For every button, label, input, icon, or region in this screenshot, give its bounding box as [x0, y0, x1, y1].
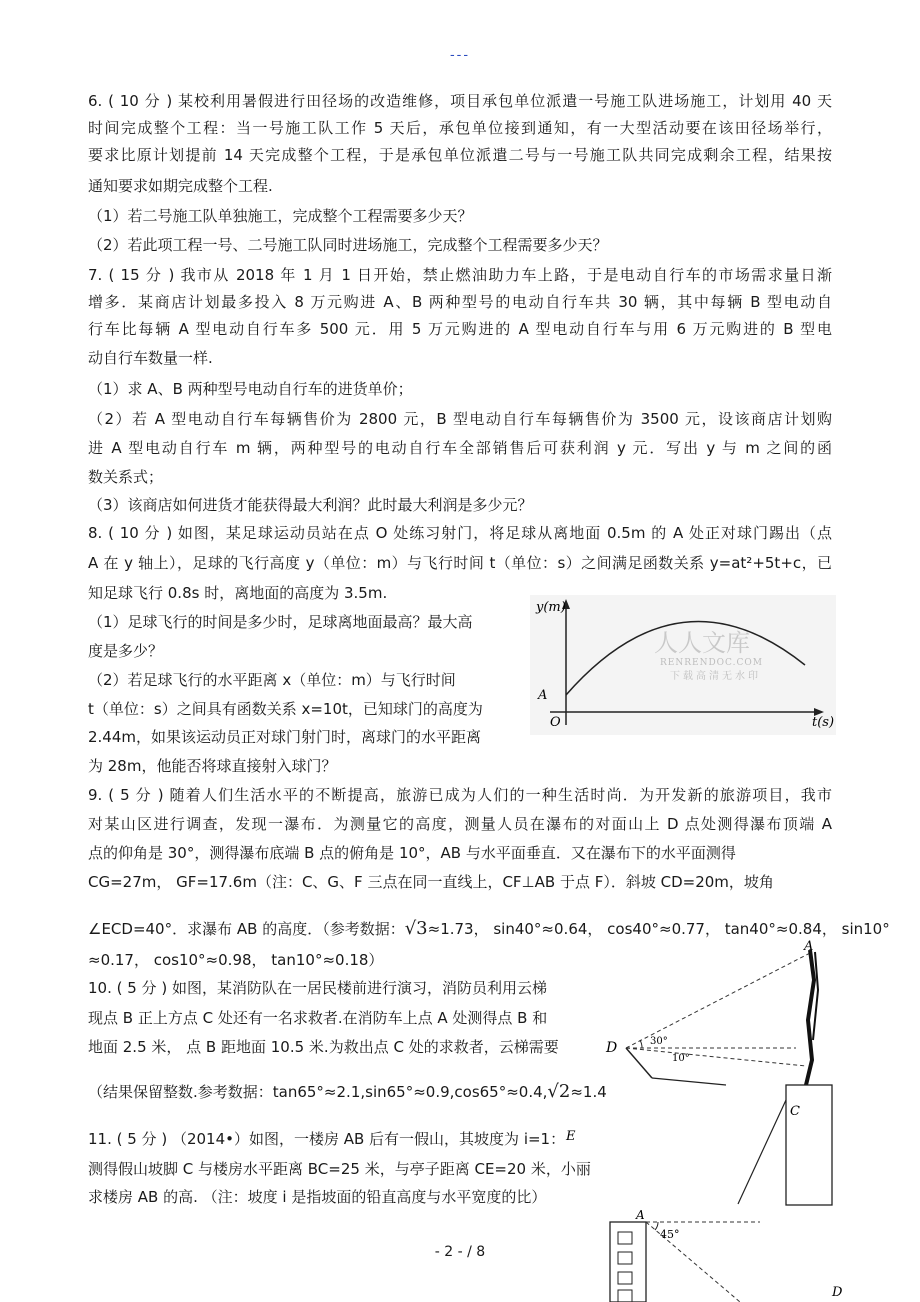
q11-figure [560, 1120, 860, 1302]
q9-line-3: 点的仰角是 30°，测得瀑布底端 B 点的俯角是 10°，AB 与水平面垂直．又在瀑布下的水平面测得 [88, 844, 736, 862]
q9-angle-10-label: 10° [672, 1053, 690, 1064]
sqrt2-symbol: √2 [547, 1081, 571, 1102]
q6-line-4: 通知要求如期完成整个工程. [88, 177, 273, 195]
q7-subquestion-2b: 进 A 型电动自行车 m 辆，两种型号的电动自行车全部销售后可获利润 y 元．写出 y 与 m 之间的函 [88, 439, 832, 457]
q8-point-a-label: A [538, 688, 548, 703]
q10-line-1: 10. ( 5 分 ) 如图，某消防队在一居民楼前进行演习，消防员利用云梯 [88, 979, 547, 997]
q8-x-axis-label: t(s) [812, 715, 835, 730]
page-number: - 2 - / 8 [434, 1244, 486, 1260]
q6-subquestion-1: （1）若二号施工队单独施工，完成整个工程需要多少天？ [88, 207, 473, 225]
q8-origin-label: O [550, 715, 561, 730]
header-mark: --- [449, 48, 471, 63]
q10-line-4 [88, 1078, 607, 1106]
q8-subquestion-1b: 度是多少？ [88, 642, 164, 660]
q9-figure [596, 940, 836, 1090]
q9-point-a-label: A [804, 939, 814, 954]
q8-subquestion-2d: 为 28m，他能否将球直接射入球门？ [88, 757, 337, 775]
q10-line-4a: （结果保留整数.参考数据：tan65°≈2.1,sin65°≈0.9,cos65°≈0.4, [88, 1083, 548, 1101]
q11-angle-45-label: 45° [660, 1228, 680, 1241]
q9-line-5 [88, 915, 890, 943]
watermark-site: RENRENDOC.COM [660, 658, 763, 668]
q7-subquestion-2a: （2）若 A 型电动自行车每辆售价为 2800 元，B 型电动自行车每辆售价为 3500 元，设该商店计划购 [88, 410, 832, 428]
q8-subquestion-2b: t（单位：s）之间具有函数关系 x=10t，已知球门的高度为 [88, 700, 483, 718]
q9-line-5a: ∠ECD=40°．求瀑布 AB 的高度．（参考数据： [88, 920, 405, 938]
q6-line-3: 要求比原计划提前 14 天完成整个工程，于是承包单位派遣二号与一号施工队共同完成剩余工程，结果按 [88, 146, 832, 164]
q6-line-2: 时间完成整个工程：当一号施工队工作 5 天后，承包单位接到通知，有一大型活动要在该田径场举行， [88, 119, 832, 137]
q10-line-3: 地面 2.5 米， 点 B 距地面 10.5 米.为救出点 C 处的求救者，云梯需要 [88, 1038, 559, 1056]
q11-point-e-label: E [566, 1129, 576, 1144]
q8-line-1: 8. ( 10 分 ) 如图，某足球运动员站在点 O 处练习射门，将足球从离地面 0.5m 的 A 处正对球门踢出（点 [88, 524, 832, 542]
q9-angle-30-label: 30° [650, 1036, 668, 1047]
q9-line-5b: ≈1.73， sin40°≈0.64， cos40°≈0.77， tan40°≈0.84， sin10° [427, 920, 890, 938]
q10-point-c-label: C [790, 1104, 800, 1119]
q7-subquestion-2c: 数关系式； [88, 468, 164, 486]
q7-subquestion-3: （3）该商店如何进货才能获得最大利润？此时最大利润是多少元？ [88, 496, 533, 514]
q9-point-d-label: D [606, 1040, 618, 1056]
q11-line-2: 测得假山坡脚 C 与楼房水平距离 BC=25 米，与亭子距离 CE=20 米，小丽 [88, 1160, 591, 1178]
q9-line-6: ≈0.17， cos10°≈0.98， tan10°≈0.18） [88, 951, 384, 969]
q7-line-1: 7. ( 15 分 ) 我市从 2018 年 1 月 1 日开始，禁止燃油助力车上路，于是电动自行车的市场需求量日渐 [88, 266, 832, 284]
q8-y-axis-label: y(m) [536, 600, 566, 615]
q6-subquestion-2: （2）若此项工程一号、二号施工队同时进场施工，完成整个工程需要多少天？ [88, 236, 608, 254]
q8-line-2: A 在 y 轴上），足球的飞行高度 y（单位：m）与飞行时间 t（单位：s）之间满足函数关系 y=at²+5t+c，已 [88, 554, 832, 572]
q8-subquestion-2a: （2）若足球飞行的水平距离 x（单位：m）与飞行时间 [88, 671, 456, 689]
q7-subquestion-1: （1）求 A、B 两种型号电动自行车的进货单价； [88, 380, 413, 398]
q10-line-4b: ≈1.4 [570, 1083, 607, 1101]
q7-line-4: 动自行车数量一样. [88, 349, 213, 367]
q9-line-4: CG=27m， GF=17.6m（注：C、G、F 三点在同一直线上，CF⊥AB 于点 F）．斜坡 CD=20m，坡角 [88, 873, 774, 891]
q11-line-1: 11. ( 5 分 ) （2014•）如图，一楼房 AB 后有一假山，其坡度为 i=1： [88, 1130, 566, 1148]
sqrt3-symbol: √3 [404, 918, 428, 939]
q11-point-d-label: D [832, 1285, 843, 1300]
q8-line-3: 知足球飞行 0.8s 时，离地面的高度为 3.5m. [88, 584, 388, 602]
watermark-slogan: 下载高清无水印 [670, 671, 761, 682]
watermark-title: 人人文库 [654, 629, 750, 657]
q7-line-2: 增多．某商店计划最多投入 8 万元购进 A、B 两种型号的电动自行车共 30 辆，其中每辆 B 型电动自 [88, 293, 832, 311]
q8-subquestion-2c: 2.44m，如果该运动员正对球门射门时，离球门的水平距离 [88, 728, 482, 746]
q11-line-3: 求楼房 AB 的高. （注：坡度 i 是指坡面的铅直高度与水平宽度的比） [88, 1188, 547, 1206]
q7-line-3: 行车比每辆 A 型电动自行车多 500 元．用 5 万元购进的 A 型电动自行车与用 6 万元购进的 B 型电 [88, 320, 832, 338]
q8-graph [530, 595, 836, 735]
q10-line-2: 现点 B 正上方点 C 处还有一名求救者.在消防车上点 A 处测得点 B 和 [88, 1009, 548, 1027]
q6-line-1: 6. ( 10 分 ) 某校利用暑假进行田径场的改造维修，项目承包单位派遣一号施工队进场施工，计划用 40 天 [88, 92, 832, 110]
q9-line-2: 对某山区进行调查，发现一瀑布．为测量它的高度，测量人员在瀑布的对面山上 D 点处测得瀑布顶端 A [88, 815, 832, 833]
q11-point-a-label: A [636, 1208, 645, 1222]
q9-line-1: 9. ( 5 分 ) 随着人们生活水平的不断提高，旅游已成为人们的一种生活时尚．为开发新的旅游项目，我市 [88, 786, 832, 804]
q8-subquestion-1a: （1）足球飞行的时间是多少时，足球离地面最高？最大高 [88, 613, 473, 631]
